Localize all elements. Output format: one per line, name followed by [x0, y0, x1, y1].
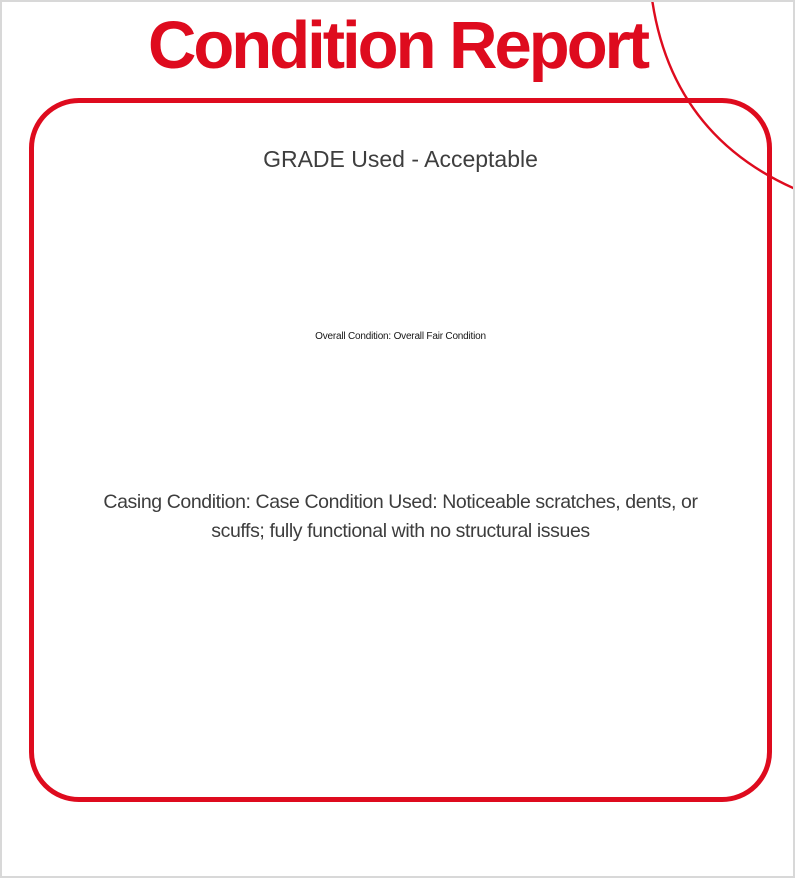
casing-condition-line-1: Casing Condition: Case Condition Used: Noticeable scratches, dents, or	[103, 491, 698, 513]
grade-heading: GRADE Used - Acceptable	[263, 146, 538, 172]
casing-condition-text	[34, 488, 767, 546]
casing-condition-line-2: scuffs; fully functional with no structural issues	[211, 520, 590, 542]
overall-condition-text: Overall Condition: Overall Fair Condition	[315, 331, 486, 342]
page-title: Condition Report	[147, 8, 648, 83]
report-card	[29, 98, 772, 802]
